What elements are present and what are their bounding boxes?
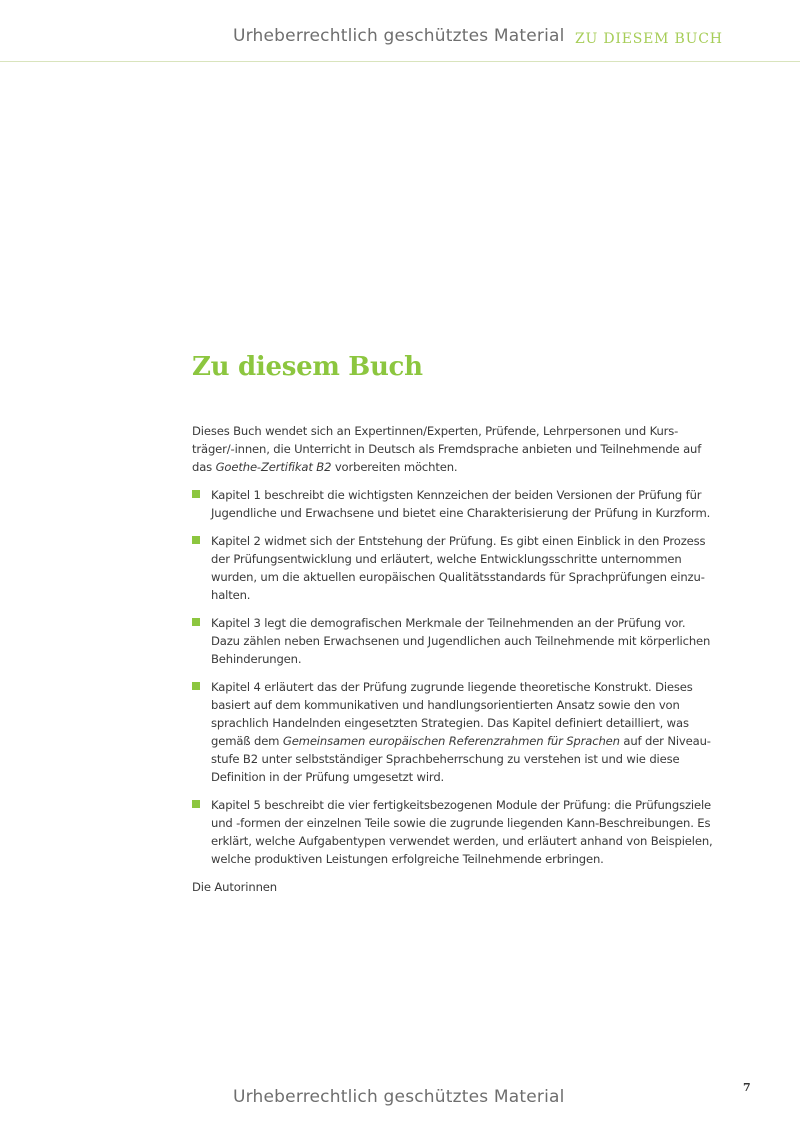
text-segment: Kapitel 3 legt die demografischen Merkmale der Teilnehmenden an der Prüfung vor. <box>211 616 686 630</box>
bullet-square-icon <box>192 490 200 498</box>
text-line <box>192 440 702 458</box>
text-segment: Behinderungen. <box>211 652 302 666</box>
text-line <box>211 486 702 504</box>
text-segment: basiert auf dem kommunikativen und handlungsorientierten Ansatz sowie den von <box>211 698 680 712</box>
text-segment: Kapitel 5 beschreibt die vier fertigkeitsbezogenen Module der Prüfung: die Prüfungsziele <box>211 798 712 812</box>
list-item <box>192 532 706 604</box>
header-rule <box>0 61 800 62</box>
text-segment: Kapitel 1 beschreibt die wichtigsten Kennzeichen der beiden Versionen der Prüfung für <box>211 488 702 502</box>
bullet-square-icon <box>192 618 200 626</box>
page-title: Zu diesem Buch <box>192 352 423 382</box>
text-segment: Kapitel 4 erläutert das der Prüfung zugrunde liegende theoretische Konstrukt. Dieses <box>211 680 693 694</box>
text-segment: stufe B2 unter selbstständiger Sprachbeherrschung zu verstehen ist und wie diese <box>211 752 680 766</box>
page-number: 7 <box>743 1081 751 1094</box>
text-line <box>211 696 692 714</box>
text-segment: gemäß dem <box>211 734 283 748</box>
text-line <box>211 850 692 868</box>
text-segment: und -formen der einzelnen Teile sowie die zugrunde liegenden Kann-Beschreibungen. Es <box>211 816 711 830</box>
intro-paragraph <box>192 422 702 476</box>
text-line <box>211 814 711 832</box>
text-line <box>211 614 692 632</box>
text-segment: Kapitel 2 widmet sich der Entstehung der Prüfung. Es gibt einen Einblick in den Prozess <box>211 534 706 548</box>
text-segment: das <box>192 460 216 474</box>
text-segment: erklärt, welche Aufgabentypen verwendet werden, und erläutert anhand von Beispielen, <box>211 834 713 848</box>
text-segment: träger/-innen, die Unterricht in Deutsch als Fremdsprache anbieten und Teilnehmende auf <box>192 442 702 456</box>
text-segment: sprachlich Handelnden eingesetzten Strategien. Das Kapitel definiert detailliert, was <box>211 716 689 730</box>
list-item <box>192 614 711 668</box>
text-line <box>211 586 692 604</box>
text-line <box>211 568 705 586</box>
text-line <box>211 732 711 750</box>
list-item <box>192 486 711 522</box>
text-line <box>211 678 692 696</box>
watermark-bottom: Urheberrechtlich geschütztes Material <box>233 1087 565 1107</box>
text-segment: der Prüfungsentwicklung und erläutert, welche Entwicklungsschritte unternommen <box>211 552 682 566</box>
text-line <box>211 832 713 850</box>
text-segment: Jugendliche und Erwachsene und bietet eine Charakterisierung der Prüfung in Kurzform. <box>211 506 711 520</box>
chapter-list <box>192 486 713 868</box>
text-line <box>211 532 706 550</box>
text-line <box>211 632 711 650</box>
text-line <box>211 650 692 668</box>
text-line <box>211 750 692 768</box>
text-segment: Dieses Buch wendet sich an Expertinnen/Experten, Prüfende, Lehrpersonen und Kurs- <box>192 424 679 438</box>
text-line <box>211 714 692 732</box>
text-line <box>192 422 692 440</box>
text-segment: welche produktiven Leistungen erfolgreiche Teilnehmende erbringen. <box>211 852 604 866</box>
text-segment: vorbereiten möchten. <box>331 460 458 474</box>
body-text <box>192 422 713 906</box>
signature: Die Autorinnen <box>192 880 277 894</box>
text-segment: halten. <box>211 588 251 602</box>
text-line <box>192 458 692 476</box>
text-line <box>211 504 711 522</box>
list-item <box>192 796 713 868</box>
running-head: ZU DIESEM BUCH <box>575 31 723 47</box>
text-line <box>211 550 692 568</box>
bullet-square-icon <box>192 682 200 690</box>
text-segment: auf der Niveau- <box>619 734 711 748</box>
watermark-top: Urheberrechtlich geschütztes Material <box>233 26 565 46</box>
list-item <box>192 678 711 786</box>
text-segment: Definition in der Prüfung umgesetzt wird. <box>211 770 445 784</box>
bullet-square-icon <box>192 800 200 808</box>
text-segment: wurden, um die aktuellen europäischen Qualitätsstandards für Sprachprüfungen einzu- <box>211 570 705 584</box>
italic-title: Gemeinsamen europäischen Referenzrahmen für Sprachen <box>282 734 620 748</box>
italic-title: Goethe-Zertifikat B2 <box>215 460 332 474</box>
text-line <box>211 796 712 814</box>
bullet-square-icon <box>192 536 200 544</box>
text-line <box>211 768 692 786</box>
text-segment: Dazu zählen neben Erwachsenen und Jugendlichen auch Teilnehmende mit körperlichen <box>211 634 711 648</box>
